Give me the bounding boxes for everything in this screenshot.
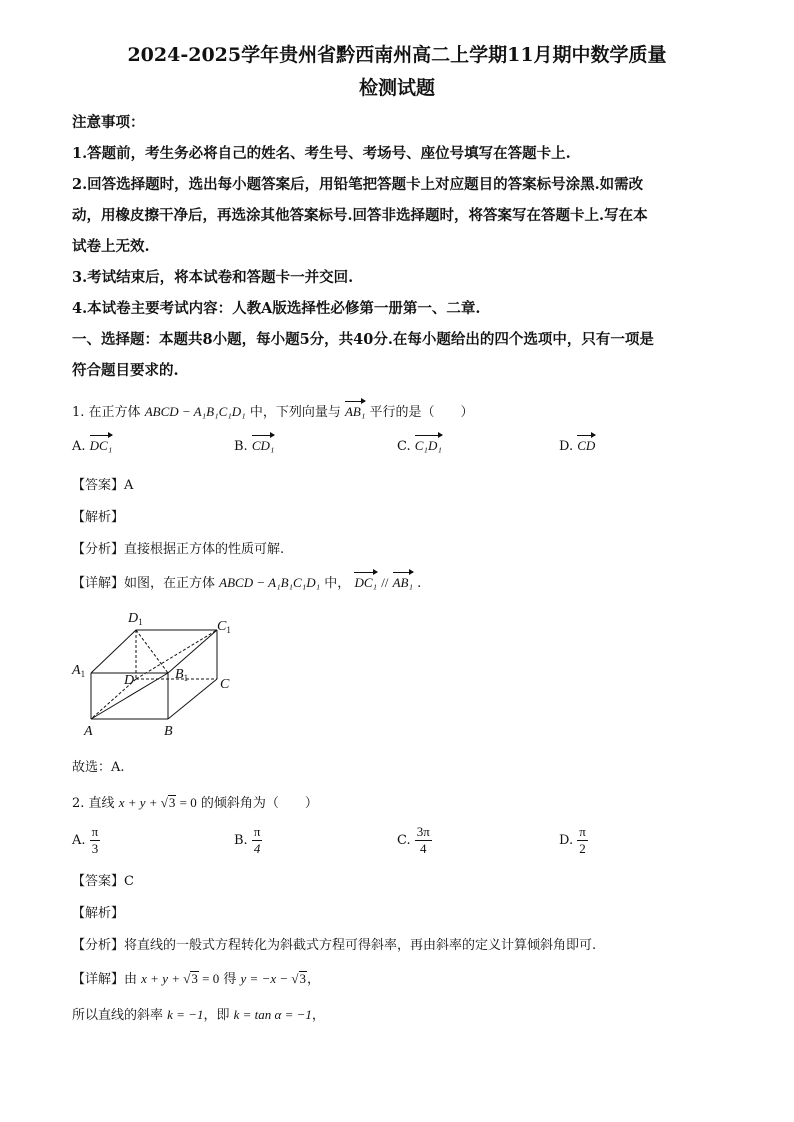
q2-stem bbox=[72, 792, 318, 811]
q2-root-sign: √ bbox=[160, 795, 168, 810]
q2-detail-root-sign-2: √ bbox=[291, 971, 299, 986]
q1-detail-end: . bbox=[417, 576, 422, 591]
q1-detail bbox=[72, 572, 421, 591]
section1-heading-a: 一、选择题：本题共8小题，每小题5分，共40分.在每小题给出的四个选项中，只有一项是 bbox=[72, 331, 654, 348]
q1-option-a-vector: DC₁ bbox=[89, 438, 113, 453]
q1-stem bbox=[72, 401, 474, 420]
q1-option-c bbox=[397, 438, 442, 454]
label-c1: $C_1$ bbox=[217, 619, 231, 635]
q1-detail-vector-1: DC₁ bbox=[354, 575, 378, 590]
label-d: D bbox=[124, 673, 135, 688]
q1-detail-cube: ABCD − A₁B₁C₁D₁ bbox=[219, 575, 321, 590]
cube-figure bbox=[60, 605, 250, 745]
q2-option-b-label: B. bbox=[234, 833, 248, 848]
q2-detail-prefix: 【详解】由 bbox=[72, 972, 138, 987]
q2-option-b-fraction: $\frac{\pi}{4}$ bbox=[253, 824, 261, 856]
q1-cube: ABCD − A₁B₁C₁D₁ bbox=[144, 404, 246, 419]
q2-detail-eq-a: x + y + bbox=[141, 971, 184, 986]
q1-suffix: 平行的是（ ） bbox=[369, 405, 474, 420]
q2-suffix: 的倾斜角为（ ） bbox=[200, 796, 318, 811]
q2-detail-eq-b: = 0 bbox=[198, 971, 220, 986]
section1-heading-b: 符合题目要求的. bbox=[72, 362, 179, 379]
exam-title-line2: 检测试题 bbox=[358, 77, 435, 99]
label-b1: $B_1$ bbox=[175, 667, 189, 683]
label-d1: $D_1$ bbox=[128, 611, 143, 627]
q1-prefix: 1. 在正方体 bbox=[72, 405, 141, 420]
q1-fenxi: 【分析】直接根据正方体的性质可解. bbox=[72, 542, 285, 557]
q2-slope-eq: k = tan α = −1 bbox=[233, 1007, 312, 1022]
notice-item-2a: 2.回答选择题时，选出每小题答案后，用铅笔把答题卡上对应题目的答案标号涂黑.如需改 bbox=[72, 176, 644, 193]
q2-analysis: 【解析】 bbox=[72, 906, 125, 921]
q1-option-c-label: C. bbox=[397, 439, 411, 454]
notice-item-1: 1.答题前，考生务必将自己的姓名、考生号、考场号、座位号填写在答题卡上. bbox=[72, 145, 571, 162]
q1-detail-mid: 中， bbox=[324, 576, 351, 591]
q2-option-d bbox=[559, 824, 588, 857]
diag-d1b1-hidden bbox=[136, 630, 168, 673]
q2-option-c-label: C. bbox=[397, 833, 411, 848]
q2-option-d-fraction: $\frac{\pi}{2}$ bbox=[579, 824, 586, 856]
q2-eq-b: = 0 bbox=[176, 795, 197, 810]
label-a: A bbox=[84, 724, 93, 739]
q1-vector: AB₁ bbox=[344, 404, 366, 419]
label-a1: $A_1$ bbox=[72, 663, 86, 679]
exam-title-line1: 2024-2025学年贵州省黔西南州高二上学期11月期中数学质量 bbox=[127, 44, 667, 66]
q1-option-c-vector: C₁D₁ bbox=[414, 438, 442, 453]
q1-option-a bbox=[72, 438, 112, 454]
q2-slope-mid: ，即 bbox=[203, 1008, 230, 1023]
q1-option-a-label: A. bbox=[72, 439, 86, 454]
q1-detail-prefix: 【详解】如图，在正方体 bbox=[72, 576, 216, 591]
q2-slope-prefix: 所以直线的斜率 bbox=[72, 1008, 164, 1023]
q1-option-b bbox=[234, 438, 274, 454]
q1-conclusion: 故选：A. bbox=[72, 760, 125, 775]
q2-slope-k: k = −1 bbox=[167, 1007, 204, 1022]
q1-option-b-vector: CD₁ bbox=[251, 438, 275, 453]
q2-eq-a: x + y + bbox=[118, 795, 161, 810]
notice-item-3: 3.考试结束后，将本试卷和答题卡一并交回. bbox=[72, 269, 354, 286]
q1-option-d-vector: CD bbox=[577, 438, 596, 453]
q2-fenxi: 【分析】将直线的一般式方程转化为斜截式方程可得斜率，再由斜率的定义计算倾斜角即可. bbox=[72, 938, 597, 953]
q2-detail-eq-c: y = −x − bbox=[240, 971, 292, 986]
q2-detail-root-1: 3 bbox=[191, 971, 198, 986]
q2-option-d-label: D. bbox=[559, 833, 574, 848]
q2-option-c bbox=[397, 824, 432, 857]
edge-a1d1 bbox=[91, 630, 136, 673]
q2-eq-root: 3 bbox=[168, 795, 176, 810]
q2-slope bbox=[72, 1004, 325, 1023]
q1-option-b-label: B. bbox=[234, 439, 248, 454]
q2-detail bbox=[72, 968, 320, 987]
q1-option-d bbox=[559, 438, 595, 454]
q2-option-a bbox=[72, 824, 100, 857]
q1-answer: 【答案】A bbox=[72, 478, 134, 493]
q1-analysis: 【解析】 bbox=[72, 510, 125, 525]
notice-item-2c: 试卷上无效. bbox=[72, 238, 150, 255]
q2-option-b bbox=[234, 824, 262, 857]
q2-option-a-label: A. bbox=[72, 833, 86, 848]
q2-option-a-fraction: $\frac{\pi}{3}$ bbox=[91, 824, 99, 856]
q2-slope-end: ， bbox=[311, 1008, 325, 1023]
notice-heading: 注意事项： bbox=[72, 114, 145, 131]
label-b: B bbox=[164, 724, 173, 739]
q2-detail-de: 得 bbox=[223, 972, 237, 987]
notice-item-4: 4.本试卷主要考试内容：人教A版选择性必修第一册第一、二章. bbox=[72, 300, 481, 317]
q2-detail-root-2: 3 bbox=[299, 971, 307, 986]
q2-option-c-fraction: $\frac{3\pi}{4}$ bbox=[416, 824, 430, 856]
notice-item-2b: 动，用橡皮擦干净后，再选涂其他答案标号.回答非选择题时，将答案写在答题卡上.写在本 bbox=[72, 207, 648, 224]
q1-detail-parallel: // bbox=[381, 575, 389, 590]
q2-detail-root-sign-1: √ bbox=[183, 971, 191, 986]
q1-mid: 中，下列向量与 bbox=[249, 405, 341, 420]
q1-option-d-label: D. bbox=[559, 439, 574, 454]
q2-answer: 【答案】C bbox=[72, 874, 134, 889]
q1-detail-vector-2: AB₁ bbox=[392, 575, 413, 590]
edge-cb bbox=[168, 679, 217, 719]
q2-prefix: 2. 直线 bbox=[72, 796, 115, 811]
label-c: C bbox=[220, 677, 230, 692]
q2-detail-end: ， bbox=[307, 972, 321, 987]
